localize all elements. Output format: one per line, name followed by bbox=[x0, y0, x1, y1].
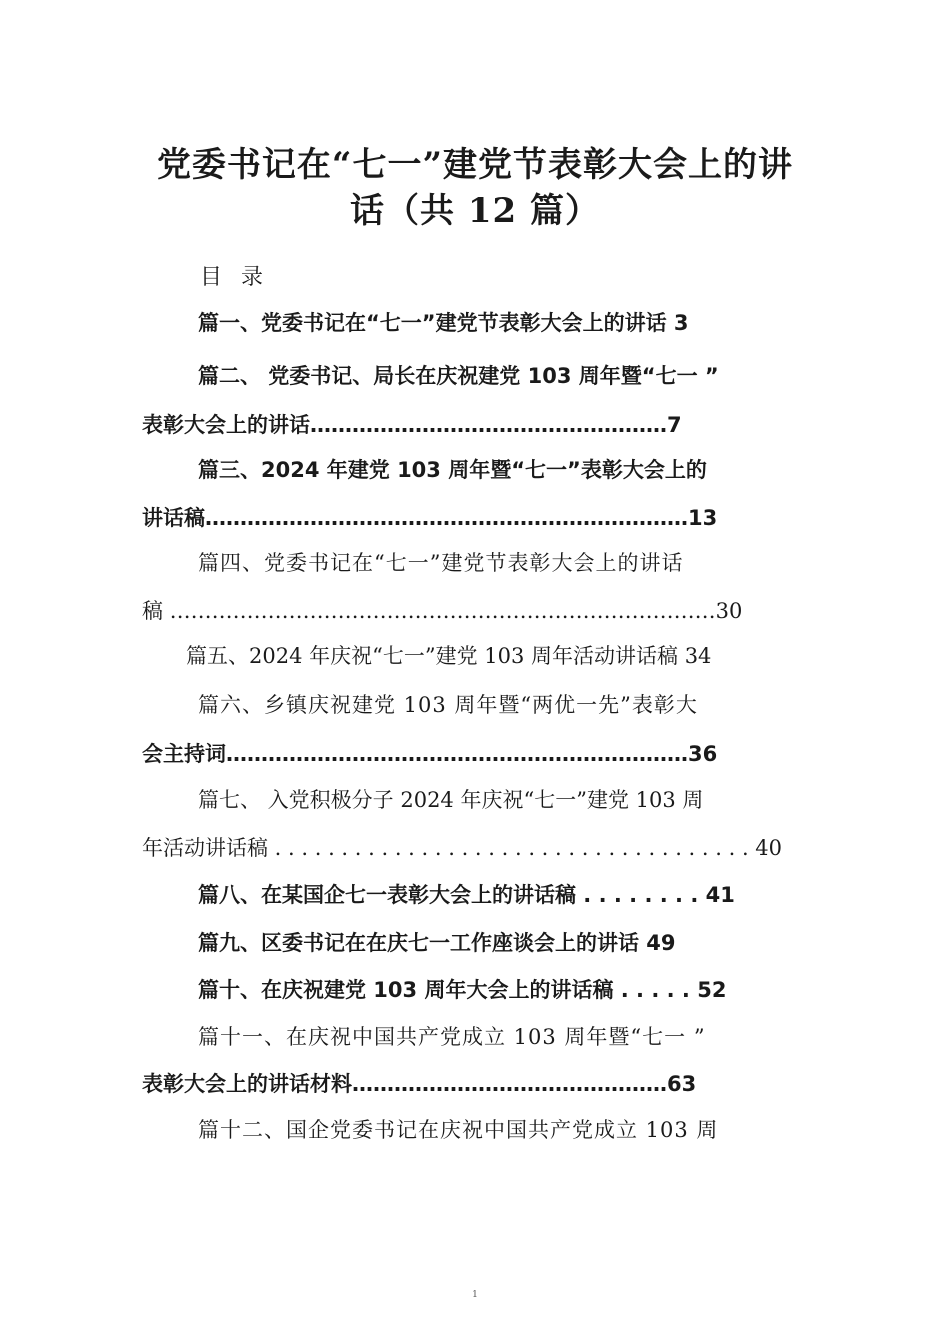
toc-entry-5[interactable]: 篇五、2024 年庆祝“七一”建党 103 周年活动讲话稿 34 bbox=[186, 644, 712, 668]
page-number: 1 bbox=[472, 1290, 478, 1300]
toc-entry-11-line-2[interactable]: 表彰大会上的讲话材料………………………………………63 bbox=[142, 1072, 697, 1096]
toc-entry-3-line-1[interactable]: 篇三、2024 年建党 103 周年暨“七一”表彰大会上的 bbox=[198, 458, 707, 482]
toc-entry-7-line-1[interactable]: 篇七、 入党积极分子 2024 年庆祝“七一”建党 103 周 bbox=[198, 788, 704, 812]
toc-entry-2-line-2[interactable]: 表彰大会上的讲话……………………………………………7 bbox=[142, 413, 682, 437]
toc-entry-2-line-1[interactable]: 篇二、 党委书记、局长在庆祝建党 103 周年暨“七一 ” bbox=[198, 364, 719, 388]
toc-entry-12-line-1[interactable]: 篇十二、国企党委书记在庆祝中国共产党成立 103 周 bbox=[198, 1118, 719, 1142]
toc-entry-6-line-2[interactable]: 会主持词…………………………………………………………36 bbox=[142, 742, 718, 766]
toc-entry-11-line-1[interactable]: 篇十一、在庆祝中国共产党成立 103 周年暨“七一 ” bbox=[198, 1025, 706, 1049]
toc-heading: 目 录 bbox=[200, 265, 269, 290]
toc-entry-4-line-2[interactable]: 稿 ……………………………………………………………………30 bbox=[142, 599, 743, 623]
toc-entry-7-line-2[interactable]: 年活动讲话稿 . . . . . . . . . . . . . . . . . . . . . . . . . . . . . . . . . . . . 40 bbox=[142, 836, 783, 860]
document-title-line-2: 话（共 12 篇） bbox=[350, 191, 600, 231]
toc-entry-8[interactable]: 篇八、在某国企七一表彰大会上的讲话稿 . . . . . . . . 41 bbox=[198, 883, 735, 907]
toc-entry-10[interactable]: 篇十、在庆祝建党 103 周年大会上的讲话稿 . . . . . 52 bbox=[198, 978, 727, 1002]
toc-entry-4-line-1[interactable]: 篇四、党委书记在“七一”建党节表彰大会上的讲话 bbox=[198, 551, 684, 575]
toc-entry-9[interactable]: 篇九、区委书记在在庆七一工作座谈会上的讲话 49 bbox=[198, 931, 676, 955]
toc-entry-6-line-1[interactable]: 篇六、乡镇庆祝建党 103 周年暨“两优一先”表彰大 bbox=[198, 693, 698, 717]
toc-entry-1[interactable]: 篇一、党委书记在“七一”建党节表彰大会上的讲话 3 bbox=[198, 311, 689, 335]
document-title-line-1: 党委书记在“七一”建党节表彰大会上的讲 bbox=[156, 145, 794, 185]
toc-entry-3-line-2[interactable]: 讲话稿……………………………………………………………13 bbox=[142, 506, 718, 530]
